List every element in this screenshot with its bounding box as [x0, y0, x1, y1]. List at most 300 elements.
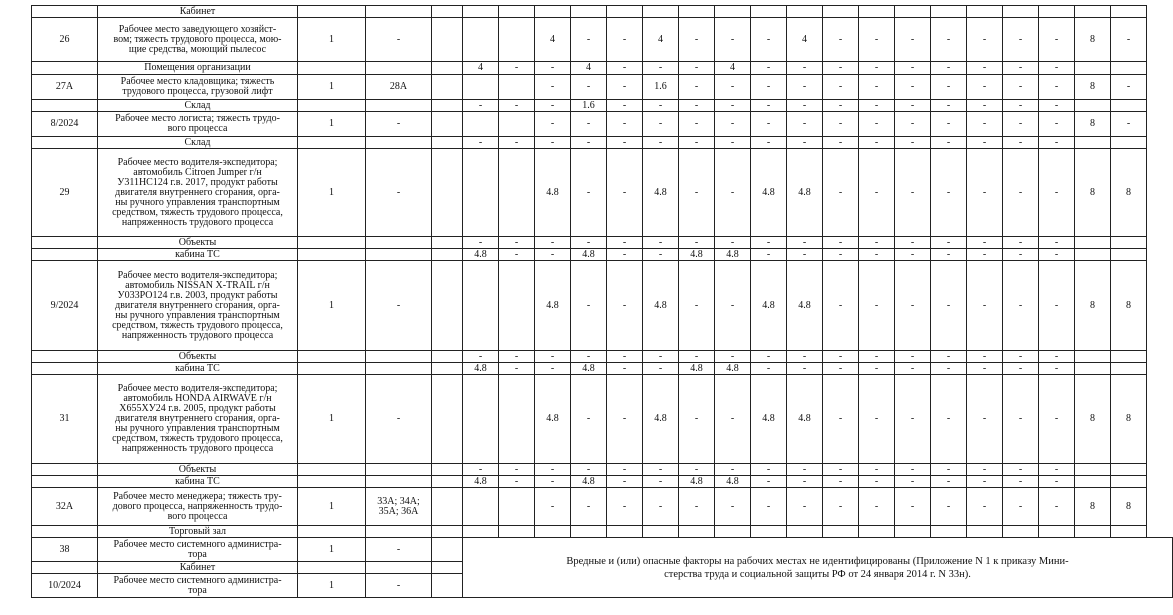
- factor-value: -: [499, 464, 535, 476]
- blank-cell: [463, 488, 499, 526]
- factor-value: -: [607, 375, 643, 464]
- factor-value: -: [859, 249, 895, 261]
- factor-value: -: [895, 261, 931, 351]
- blank-cell: [32, 526, 98, 538]
- blank-cell: [432, 6, 463, 18]
- factor-value: 8: [1075, 112, 1111, 137]
- factor-value: 4: [643, 18, 679, 62]
- factor-value: [1075, 351, 1111, 363]
- factor-value: [643, 526, 679, 538]
- blank-cell: [499, 149, 535, 237]
- factor-value: -: [823, 75, 859, 100]
- factor-value: [751, 526, 787, 538]
- factor-value: 1.6: [571, 100, 607, 112]
- factor-value: [499, 526, 535, 538]
- factor-value: -: [535, 237, 571, 249]
- factor-value: -: [859, 476, 895, 488]
- factor-value: -: [607, 261, 643, 351]
- factor-value: [931, 526, 967, 538]
- factor-value: [1111, 464, 1147, 476]
- blank-cell: [298, 464, 366, 476]
- factor-value: -: [787, 112, 823, 137]
- factor-value: -: [643, 464, 679, 476]
- analog-workplaces: -: [366, 112, 432, 137]
- workplace-count: 1: [298, 375, 366, 464]
- blank-cell: [32, 476, 98, 488]
- factor-value: -: [931, 476, 967, 488]
- factor-value: -: [643, 100, 679, 112]
- factor-value: [535, 526, 571, 538]
- factor-value: -: [823, 464, 859, 476]
- analog-workplaces: 28А: [366, 75, 432, 100]
- factor-value: -: [895, 375, 931, 464]
- blank-cell: [432, 488, 463, 526]
- factor-value: -: [967, 237, 1003, 249]
- factor-value: -: [463, 464, 499, 476]
- blank-cell: [432, 62, 463, 75]
- factor-value: [571, 526, 607, 538]
- factor-value: -: [535, 75, 571, 100]
- workplace-count: 1: [298, 538, 366, 562]
- factor-value: -: [1039, 375, 1075, 464]
- factor-value: -: [535, 137, 571, 149]
- factor-value: [895, 526, 931, 538]
- blank-cell: [32, 237, 98, 249]
- factor-value: [643, 6, 679, 18]
- factor-value: [463, 6, 499, 18]
- analog-workplaces: -: [366, 375, 432, 464]
- factor-value: 4: [535, 18, 571, 62]
- factor-value: -: [571, 112, 607, 137]
- factor-value: -: [751, 75, 787, 100]
- factor-value: -: [931, 351, 967, 363]
- workplace-number: 31: [32, 375, 98, 464]
- blank-cell: [298, 62, 366, 75]
- factor-value: -: [679, 261, 715, 351]
- factor-value: -: [463, 100, 499, 112]
- factor-value: -: [931, 363, 967, 375]
- sub-area-label: Помещения организации: [98, 62, 298, 75]
- factor-value: -: [895, 18, 931, 62]
- factor-value: -: [535, 488, 571, 526]
- factor-value: -: [1003, 249, 1039, 261]
- factor-value: -: [895, 464, 931, 476]
- factor-value: 4.8: [679, 476, 715, 488]
- factor-value: -: [931, 237, 967, 249]
- factor-value: -: [715, 375, 751, 464]
- factor-value: -: [643, 237, 679, 249]
- workplace-number: 8/2024: [32, 112, 98, 137]
- factor-value: -: [679, 149, 715, 237]
- table-row: [32, 62, 1173, 75]
- factor-value: -: [1039, 62, 1075, 75]
- workplace-description: Рабочее место системного администра- тора: [98, 574, 298, 598]
- factor-value: -: [967, 149, 1003, 237]
- blank-cell: [499, 18, 535, 62]
- factor-value: -: [715, 488, 751, 526]
- workplace-factors-table: [31, 5, 1173, 598]
- factor-value: -: [1003, 149, 1039, 237]
- factor-value: -: [1003, 476, 1039, 488]
- factor-value: -: [787, 100, 823, 112]
- sub-area-label: кабина ТС: [98, 249, 298, 261]
- factor-value: -: [715, 100, 751, 112]
- factor-value: -: [715, 18, 751, 62]
- factor-value: [1111, 351, 1147, 363]
- factor-value: -: [679, 62, 715, 75]
- factor-value: [787, 526, 823, 538]
- factor-value: 8: [1075, 18, 1111, 62]
- blank-cell: [432, 261, 463, 351]
- workplace-count: 1: [298, 75, 366, 100]
- factor-value: -: [1003, 464, 1039, 476]
- factor-value: -: [643, 476, 679, 488]
- factor-value: -: [1003, 75, 1039, 100]
- factor-value: -: [823, 351, 859, 363]
- analog-workplaces: 33А; 34А; 35А; 36А: [366, 488, 432, 526]
- factor-value: -: [607, 62, 643, 75]
- factor-value: -: [859, 261, 895, 351]
- workplace-description: Рабочее место заведующего хозяйст- вом; тяжесть трудового процесса, мою- щие средства, моющий пылесос: [98, 18, 298, 62]
- factor-value: -: [607, 100, 643, 112]
- factor-value: -: [931, 249, 967, 261]
- factor-value: -: [787, 488, 823, 526]
- factor-value: -: [499, 476, 535, 488]
- factor-value: -: [607, 363, 643, 375]
- factor-value: -: [571, 137, 607, 149]
- factor-value: [931, 6, 967, 18]
- factor-value: -: [499, 100, 535, 112]
- factor-value: -: [571, 75, 607, 100]
- factor-value: -: [895, 237, 931, 249]
- blank-cell: [366, 526, 432, 538]
- factor-value: 4.8: [751, 149, 787, 237]
- sub-area-label: Объекты: [98, 351, 298, 363]
- factor-value: 4.8: [463, 363, 499, 375]
- factor-value: -: [1003, 488, 1039, 526]
- factor-value: 8: [1111, 488, 1147, 526]
- factor-value: -: [607, 137, 643, 149]
- blank-cell: [499, 375, 535, 464]
- blank-cell: [298, 562, 366, 574]
- blank-cell: [432, 574, 463, 598]
- blank-cell: [298, 237, 366, 249]
- workplace-count: 1: [298, 488, 366, 526]
- factor-value: -: [967, 249, 1003, 261]
- table-row: [32, 476, 1173, 488]
- factor-value: -: [571, 375, 607, 464]
- factor-value: -: [607, 149, 643, 237]
- workplace-description: Рабочее место кладовщика; тяжесть трудового процесса, грузовой лифт: [98, 75, 298, 100]
- table-row: [32, 100, 1173, 112]
- factor-value: [1075, 6, 1111, 18]
- factor-value: [787, 6, 823, 18]
- factor-value: -: [679, 112, 715, 137]
- factor-value: -: [679, 464, 715, 476]
- blank-cell: [298, 351, 366, 363]
- factor-value: [715, 6, 751, 18]
- factor-value: 8: [1111, 149, 1147, 237]
- factor-value: -: [751, 62, 787, 75]
- factor-value: -: [859, 488, 895, 526]
- blank-cell: [298, 526, 366, 538]
- blank-cell: [463, 75, 499, 100]
- factor-value: [499, 6, 535, 18]
- factor-value: [1075, 464, 1111, 476]
- factor-value: -: [1003, 237, 1039, 249]
- factor-value: -: [571, 351, 607, 363]
- factor-value: [1075, 100, 1111, 112]
- analog-workplaces: -: [366, 18, 432, 62]
- factor-value: -: [535, 62, 571, 75]
- factor-value: -: [535, 100, 571, 112]
- blank-cell: [432, 363, 463, 375]
- factor-value: -: [967, 75, 1003, 100]
- blank-cell: [432, 112, 463, 137]
- factor-value: -: [859, 18, 895, 62]
- factor-value: -: [1003, 112, 1039, 137]
- factor-value: -: [967, 137, 1003, 149]
- factor-value: -: [715, 75, 751, 100]
- blank-cell: [366, 249, 432, 261]
- factor-value: -: [895, 476, 931, 488]
- workplace-number: 26: [32, 18, 98, 62]
- factor-value: 8: [1111, 375, 1147, 464]
- factor-value: -: [463, 137, 499, 149]
- factor-value: -: [931, 149, 967, 237]
- factor-value: [823, 6, 859, 18]
- factor-value: 4.8: [535, 375, 571, 464]
- factor-value: -: [535, 363, 571, 375]
- factor-value: -: [715, 261, 751, 351]
- blank-cell: [463, 149, 499, 237]
- blank-cell: [366, 137, 432, 149]
- factor-value: 4: [463, 62, 499, 75]
- blank-cell: [499, 112, 535, 137]
- factor-value: 4.8: [787, 149, 823, 237]
- blank-cell: [366, 562, 432, 574]
- factor-value: -: [751, 137, 787, 149]
- factor-value: -: [931, 75, 967, 100]
- factor-value: [1039, 6, 1075, 18]
- factor-value: -: [787, 249, 823, 261]
- blank-cell: [298, 137, 366, 149]
- factor-value: -: [679, 137, 715, 149]
- factor-value: -: [859, 375, 895, 464]
- factor-value: -: [751, 18, 787, 62]
- factor-value: -: [751, 488, 787, 526]
- factor-value: -: [499, 137, 535, 149]
- sub-area-label: Объекты: [98, 464, 298, 476]
- factor-value: -: [823, 488, 859, 526]
- factor-value: -: [643, 351, 679, 363]
- document-page: [31, 5, 1173, 598]
- factor-value: -: [967, 18, 1003, 62]
- blank-cell: [32, 562, 98, 574]
- table-row: [32, 137, 1173, 149]
- factor-value: -: [1039, 112, 1075, 137]
- factor-value: -: [787, 137, 823, 149]
- factor-value: 4.8: [535, 149, 571, 237]
- factor-value: -: [787, 363, 823, 375]
- factor-value: -: [499, 62, 535, 75]
- workplace-number: 38: [32, 538, 98, 562]
- analog-workplaces: -: [366, 538, 432, 562]
- factor-value: -: [859, 363, 895, 375]
- blank-cell: [432, 464, 463, 476]
- factor-value: 8: [1075, 261, 1111, 351]
- factor-value: -: [859, 100, 895, 112]
- factor-value: -: [751, 249, 787, 261]
- factor-value: -: [751, 100, 787, 112]
- factor-value: -: [859, 62, 895, 75]
- table-row: [32, 75, 1173, 100]
- blank-cell: [463, 18, 499, 62]
- blank-cell: [298, 100, 366, 112]
- factor-value: [859, 6, 895, 18]
- factor-value: 4.8: [715, 249, 751, 261]
- factor-value: -: [1039, 137, 1075, 149]
- factor-value: -: [571, 488, 607, 526]
- factor-value: -: [1111, 112, 1147, 137]
- blank-cell: [432, 249, 463, 261]
- blank-cell: [298, 249, 366, 261]
- factor-value: -: [535, 112, 571, 137]
- factor-value: -: [607, 476, 643, 488]
- factor-value: -: [823, 149, 859, 237]
- factor-value: 8: [1111, 261, 1147, 351]
- sub-area-label: Объекты: [98, 237, 298, 249]
- factor-value: -: [715, 351, 751, 363]
- blank-cell: [366, 351, 432, 363]
- factor-value: -: [859, 112, 895, 137]
- factor-value: -: [679, 488, 715, 526]
- factor-value: -: [967, 112, 1003, 137]
- factor-value: [1003, 526, 1039, 538]
- blank-cell: [32, 6, 98, 18]
- table-row: [32, 375, 1173, 464]
- table-row: [32, 149, 1173, 237]
- workplace-number: 9/2024: [32, 261, 98, 351]
- factor-value: 4.8: [535, 261, 571, 351]
- factor-value: 4.8: [643, 149, 679, 237]
- factor-value: -: [931, 488, 967, 526]
- blank-cell: [32, 351, 98, 363]
- blank-cell: [432, 18, 463, 62]
- factor-value: -: [607, 351, 643, 363]
- factor-value: [1039, 526, 1075, 538]
- factor-value: -: [823, 375, 859, 464]
- factor-value: -: [1111, 18, 1147, 62]
- factor-value: [1111, 363, 1147, 375]
- factor-value: [1111, 526, 1147, 538]
- factor-value: -: [895, 75, 931, 100]
- factor-value: -: [787, 75, 823, 100]
- factor-value: -: [1039, 249, 1075, 261]
- factor-value: -: [499, 249, 535, 261]
- blank-cell: [432, 75, 463, 100]
- factor-value: -: [1039, 261, 1075, 351]
- blank-cell: [432, 562, 463, 574]
- factor-value: 4.8: [679, 363, 715, 375]
- factor-value: -: [1003, 137, 1039, 149]
- factor-value: -: [895, 363, 931, 375]
- factor-value: -: [967, 261, 1003, 351]
- factor-value: 4.8: [715, 476, 751, 488]
- factor-value: -: [967, 100, 1003, 112]
- factor-value: -: [1039, 100, 1075, 112]
- factor-value: -: [751, 237, 787, 249]
- blank-cell: [298, 363, 366, 375]
- blank-cell: [499, 488, 535, 526]
- factor-value: 4.8: [643, 375, 679, 464]
- factor-value: 4.8: [463, 249, 499, 261]
- factor-value: -: [1003, 18, 1039, 62]
- factor-value: -: [679, 100, 715, 112]
- factor-value: -: [787, 476, 823, 488]
- factor-value: -: [535, 476, 571, 488]
- factor-value: [1003, 6, 1039, 18]
- workplace-description: Рабочее место логиста; тяжесть трудо- вого процесса: [98, 112, 298, 137]
- blank-cell: [432, 538, 463, 562]
- factor-value: -: [1003, 351, 1039, 363]
- sub-area-label: Склад: [98, 137, 298, 149]
- factor-value: -: [823, 112, 859, 137]
- blank-cell: [432, 149, 463, 237]
- factor-value: [967, 6, 1003, 18]
- factor-value: -: [1003, 100, 1039, 112]
- workplace-description: Рабочее место системного администра- тора: [98, 538, 298, 562]
- blank-cell: [32, 363, 98, 375]
- sub-area-label: Кабинет: [98, 562, 298, 574]
- factor-value: -: [751, 476, 787, 488]
- workplace-count: 1: [298, 18, 366, 62]
- table-row: [32, 249, 1173, 261]
- factor-value: -: [967, 488, 1003, 526]
- sub-area-label: кабина ТС: [98, 363, 298, 375]
- factor-value: -: [1003, 375, 1039, 464]
- factor-value: [1111, 249, 1147, 261]
- factor-value: 4: [715, 62, 751, 75]
- factor-value: -: [823, 137, 859, 149]
- factor-value: -: [967, 464, 1003, 476]
- blank-cell: [432, 351, 463, 363]
- blank-cell: [32, 249, 98, 261]
- factor-value: -: [859, 75, 895, 100]
- factor-value: [1075, 249, 1111, 261]
- factor-value: 4.8: [787, 261, 823, 351]
- blank-cell: [432, 375, 463, 464]
- table-row: [32, 526, 1173, 538]
- factor-value: [1075, 237, 1111, 249]
- blank-cell: [499, 75, 535, 100]
- factor-value: -: [931, 100, 967, 112]
- factor-value: -: [751, 351, 787, 363]
- factor-value: -: [499, 351, 535, 363]
- workplace-number: 27А: [32, 75, 98, 100]
- blank-cell: [298, 476, 366, 488]
- factor-value: [859, 526, 895, 538]
- factor-value: -: [751, 464, 787, 476]
- factor-value: -: [823, 261, 859, 351]
- factor-value: -: [715, 112, 751, 137]
- analog-workplaces: -: [366, 261, 432, 351]
- factor-value: 4.8: [787, 375, 823, 464]
- factor-value: -: [607, 237, 643, 249]
- factor-value: -: [823, 237, 859, 249]
- factor-value: -: [895, 62, 931, 75]
- factor-value: -: [571, 149, 607, 237]
